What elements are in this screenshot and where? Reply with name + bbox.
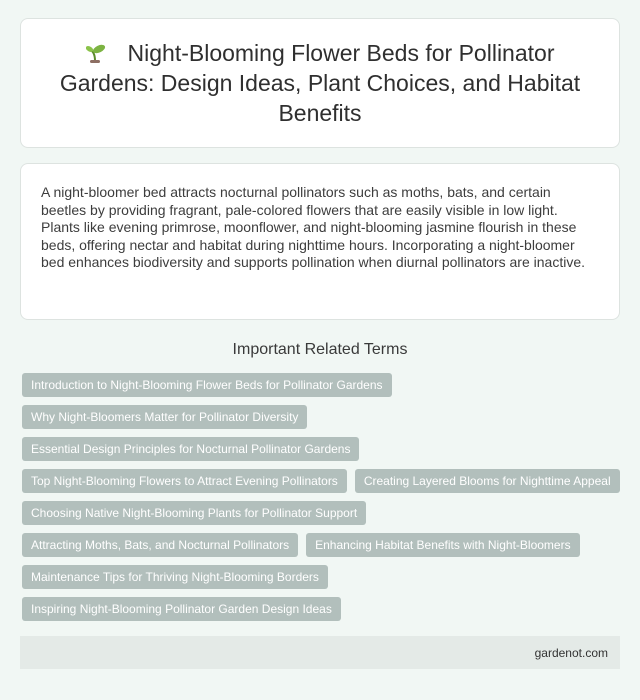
- footer-site-name: gardenot.com: [534, 645, 608, 660]
- page-title-text: Night-Blooming Flower Beds for Pollinator Gardens: Design Ideas, Plant Choices, and Habitat Benefits: [59, 40, 581, 126]
- description-card: [20, 163, 620, 320]
- related-term-tag[interactable]: Introduction to Night-Blooming Flower Beds for Pollinator Gardens: [22, 373, 392, 397]
- related-term-tag[interactable]: Top Night-Blooming Flowers to Attract Evening Pollinators: [22, 469, 347, 493]
- related-term-tag[interactable]: Choosing Native Night-Blooming Plants for Pollinator Support: [22, 501, 366, 525]
- related-term-tag[interactable]: Enhancing Habitat Benefits with Night-Bloomers: [306, 533, 579, 557]
- related-term-tag[interactable]: Why Night-Bloomers Matter for Pollinator Diversity: [22, 405, 307, 429]
- page-title: [43, 38, 597, 128]
- description-text: A night-bloomer bed attracts nocturnal pollinators such as moths, bats, and certain beetles by providing fragrant, pale-colored flowers that are easily visible in low light. Plants like evening primrose, moonflower, and night-blooming jasmine flourish in these beds, offering nectar and habitat during nighttime hours. Incorporating a night-bloomer bed enhances biodiversity and supports pollination when diurnal pollinators are inactive.: [41, 184, 586, 271]
- related-term-tag[interactable]: Attracting Moths, Bats, and Nocturnal Pollinators: [22, 533, 298, 557]
- related-terms-heading: Important Related Terms: [232, 341, 408, 358]
- sprout-icon: [86, 41, 120, 63]
- related-term-tag[interactable]: Creating Layered Blooms for Nighttime Appeal: [355, 469, 620, 493]
- title-card: [20, 18, 620, 148]
- related-term-tag[interactable]: Inspiring Night-Blooming Pollinator Garden Design Ideas: [22, 597, 341, 621]
- related-term-tag[interactable]: Essential Design Principles for Nocturnal Pollinator Gardens: [22, 437, 359, 461]
- related-terms-list: [22, 373, 622, 621]
- footer: [20, 636, 620, 669]
- related-term-tag[interactable]: Maintenance Tips for Thriving Night-Blooming Borders: [22, 565, 328, 589]
